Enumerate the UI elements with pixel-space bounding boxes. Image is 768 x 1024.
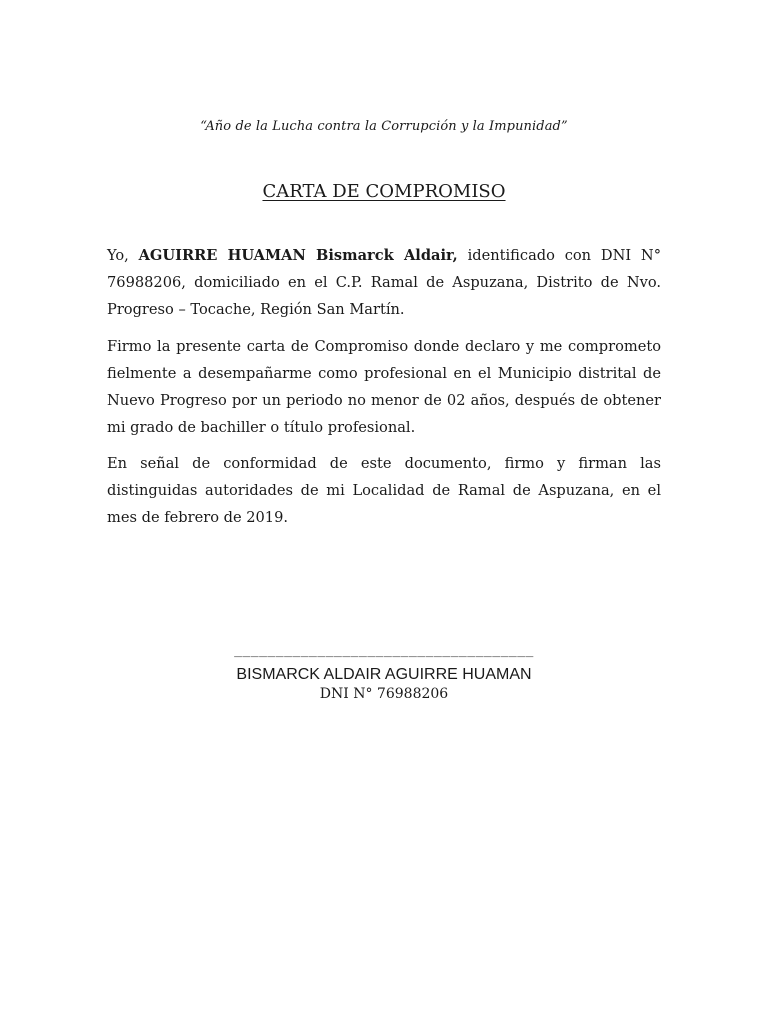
document-title: CARTA DE COMPROMISO [262, 181, 506, 202]
paragraph-identification [107, 242, 661, 323]
paragraph-identification-rest: identificado con DNI N° 76988206, domiciliado en el C.P. Ramal de Aspuzana, Distrito de Nvo. Progreso – Tocache, Región San Martín. [107, 247, 661, 318]
declarant-name: AGUIRRE HUAMAN Bismarck Aldair, [138, 247, 458, 264]
paragraph-lead: Yo, [107, 247, 139, 264]
year-motto: “Año de la Lucha contra la Corrupción y la Impunidad” [200, 119, 568, 134]
signer-dni: DNI N° 76988206 [319, 686, 449, 702]
signer-name: BISMARCK ALDAIR AGUIRRE HUAMAN [236, 666, 532, 683]
paragraph-commitment: Firmo la presente carta de Compromiso donde declaro y me comprometo fielmente a desempañarme como profesional en el Municipio distrital de Nuevo Progreso por un periodo no menor de 02 años, después de obtener mi grado de bachiller o título profesional. [107, 338, 661, 436]
paragraph-conformity: En señal de conformidad de este documento, firmo y firman las distinguidas autoridades de mi Localidad de Ramal de Aspuzana, en el mes de febrero de 2019. [107, 455, 661, 526]
signature-line: ____________________________________ [234, 643, 534, 658]
